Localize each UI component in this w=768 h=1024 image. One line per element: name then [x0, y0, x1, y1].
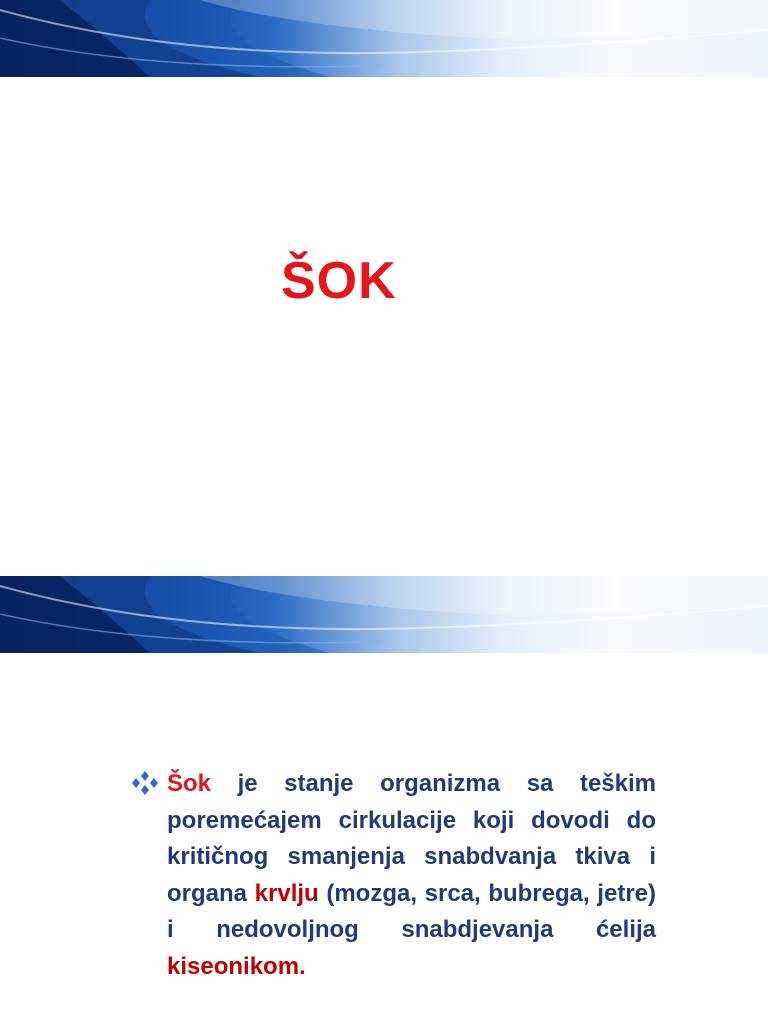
slide-title: ŠOK	[281, 252, 397, 310]
blue-wave-banner	[0, 576, 768, 653]
highlight-krvlju: krvlju	[254, 879, 319, 907]
slide-2	[0, 576, 768, 1024]
bullet-text-part-2: (mozga, srca, bubrega, jetre) i nedovoljnog snabdjevanja ćelija	[167, 879, 656, 943]
bullet-text	[167, 766, 656, 985]
banner-swoosh-graphic	[0, 0, 768, 77]
bullet-text-part-1: je stanje organizma sa teškim poremećajem cirkulacije koji dovodi do kritičnog smanjenja snabdvanja tkiva i organa	[167, 770, 656, 907]
term-sok: Šok	[167, 770, 212, 797]
diamond-bullet-icon	[130, 769, 160, 797]
banner-swoosh-graphic	[0, 576, 768, 653]
bullet-paragraph	[130, 766, 656, 985]
highlight-kiseonikom: kiseonikom.	[167, 952, 306, 980]
blue-wave-banner	[0, 0, 768, 77]
